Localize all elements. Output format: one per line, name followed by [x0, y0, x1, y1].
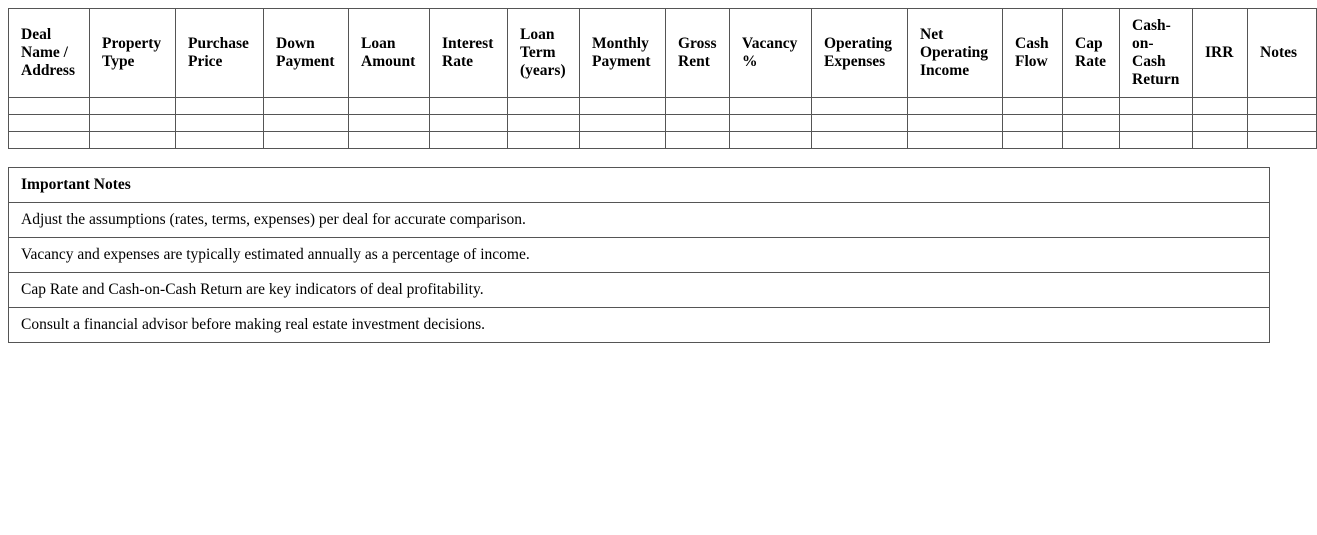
table-cell[interactable] — [666, 132, 730, 149]
column-header: Interest Rate — [430, 9, 508, 98]
table-cell[interactable] — [9, 98, 90, 115]
table-cell[interactable] — [508, 115, 580, 132]
table-cell[interactable] — [908, 132, 1003, 149]
table-cell[interactable] — [908, 98, 1003, 115]
column-header: Loan Term (years) — [508, 9, 580, 98]
column-header: Cash Flow — [1003, 9, 1063, 98]
table-cell[interactable] — [90, 98, 176, 115]
table-cell[interactable] — [9, 115, 90, 132]
table-cell[interactable] — [430, 98, 508, 115]
column-header: Monthly Payment — [580, 9, 666, 98]
column-header: Purchase Price — [176, 9, 264, 98]
table-cell[interactable] — [264, 98, 349, 115]
table-cell[interactable] — [1248, 132, 1317, 149]
notes-header-row — [9, 168, 1270, 203]
table-cell[interactable] — [730, 115, 812, 132]
table-cell[interactable] — [176, 132, 264, 149]
note-text: Consult a financial advisor before making real estate investment decisions. — [9, 308, 1270, 343]
table-cell[interactable] — [580, 98, 666, 115]
table-cell[interactable] — [90, 132, 176, 149]
table-cell[interactable] — [1120, 98, 1193, 115]
table-cell[interactable] — [349, 115, 430, 132]
column-header: Operating Expenses — [812, 9, 908, 98]
table-cell[interactable] — [812, 132, 908, 149]
table-cell[interactable] — [666, 98, 730, 115]
table-cell[interactable] — [1063, 115, 1120, 132]
deal-comparison-table-container — [8, 8, 1298, 149]
table-cell[interactable] — [264, 115, 349, 132]
table-cell[interactable] — [349, 98, 430, 115]
table-row — [9, 98, 1317, 115]
important-notes-container — [8, 167, 1270, 343]
table-cell[interactable] — [812, 115, 908, 132]
important-notes-table — [8, 167, 1270, 343]
note-row — [9, 273, 1270, 308]
table-cell[interactable] — [176, 115, 264, 132]
table-cell[interactable] — [812, 98, 908, 115]
table-cell[interactable] — [908, 115, 1003, 132]
table-cell[interactable] — [508, 132, 580, 149]
note-row — [9, 238, 1270, 273]
column-header: Loan Amount — [349, 9, 430, 98]
table-cell[interactable] — [1120, 115, 1193, 132]
note-text: Vacancy and expenses are typically estimated annually as a percentage of income. — [9, 238, 1270, 273]
column-header: Down Payment — [264, 9, 349, 98]
table-cell[interactable] — [1193, 115, 1248, 132]
column-header: Property Type — [90, 9, 176, 98]
notes-title: Important Notes — [9, 168, 1270, 203]
column-header: Net Operating Income — [908, 9, 1003, 98]
table-cell[interactable] — [580, 115, 666, 132]
column-header: Vacancy % — [730, 9, 812, 98]
column-header: Gross Rent — [666, 9, 730, 98]
table-cell[interactable] — [1063, 132, 1120, 149]
table-cell[interactable] — [9, 132, 90, 149]
column-header: Notes — [1248, 9, 1317, 98]
table-cell[interactable] — [264, 132, 349, 149]
deal-comparison-table — [8, 8, 1317, 149]
table-cell[interactable] — [349, 132, 430, 149]
table-cell[interactable] — [176, 98, 264, 115]
table-cell[interactable] — [730, 98, 812, 115]
header-row — [9, 9, 1317, 98]
table-cell[interactable] — [1248, 98, 1317, 115]
column-header: Deal Name / Address — [9, 9, 90, 98]
column-header: IRR — [1193, 9, 1248, 98]
table-cell[interactable] — [508, 98, 580, 115]
table-cell[interactable] — [1063, 98, 1120, 115]
table-cell[interactable] — [430, 115, 508, 132]
table-cell[interactable] — [1248, 115, 1317, 132]
table-cell[interactable] — [666, 115, 730, 132]
table-cell[interactable] — [1193, 132, 1248, 149]
note-row — [9, 203, 1270, 238]
table-body — [9, 98, 1317, 149]
note-text: Cap Rate and Cash-on-Cash Return are key indicators of deal profitability. — [9, 273, 1270, 308]
table-cell[interactable] — [90, 115, 176, 132]
table-cell[interactable] — [1193, 98, 1248, 115]
column-header: Cap Rate — [1063, 9, 1120, 98]
table-cell[interactable] — [1003, 98, 1063, 115]
table-cell[interactable] — [1120, 132, 1193, 149]
note-row — [9, 308, 1270, 343]
table-cell[interactable] — [430, 132, 508, 149]
table-row — [9, 115, 1317, 132]
table-row — [9, 132, 1317, 149]
column-header: Cash-on-Cash Return — [1120, 9, 1193, 98]
table-cell[interactable] — [730, 132, 812, 149]
table-cell[interactable] — [1003, 132, 1063, 149]
table-cell[interactable] — [1003, 115, 1063, 132]
note-text: Adjust the assumptions (rates, terms, expenses) per deal for accurate comparison. — [9, 203, 1270, 238]
table-cell[interactable] — [580, 132, 666, 149]
